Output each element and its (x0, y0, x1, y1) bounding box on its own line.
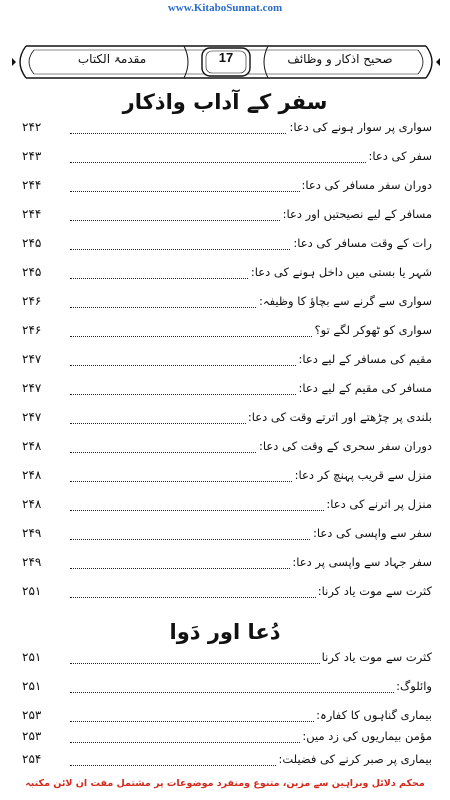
toc-entry-label: مسافر کے لیے نصیحتیں اور دعا: (282, 207, 432, 221)
dot-leader (70, 692, 432, 693)
toc-row (22, 468, 432, 488)
toc-row (22, 410, 432, 430)
toc-row (22, 679, 432, 699)
footer-tagline: محکم دلائل وبراہین سے مزین، متنوع ومنفرد موضوعات پر مشتمل مفت آن لائن مکتبہ (25, 778, 425, 789)
toc-entry-label: رات کے وقت مسافر کی دعا: (293, 236, 432, 250)
toc-entry-label: شہر یا بستی میں داخل ہونے کی دعا: (250, 265, 432, 279)
toc-page-number: ۲۴۸ (22, 468, 42, 482)
toc-entry-label: مقیم کی مسافر کے لیے دعا: (298, 352, 432, 366)
toc-entry-label: سفر کی دعا: (368, 149, 432, 163)
toc-row (22, 381, 432, 401)
toc-row (22, 294, 432, 314)
toc-entry-label: بیماری گناہوں کا کفارہ: (316, 708, 432, 722)
toc-row (22, 752, 432, 772)
toc-page-number: ۲۵۱ (22, 679, 42, 693)
toc-entry-label: منزل سے قریب پہنچ کر دعا: (294, 468, 432, 482)
toc-entry-label: بیماری پر صبر کرنے کی فضیلت: (278, 752, 432, 766)
toc-page-number: ۲۵۳ (22, 708, 42, 722)
toc-page-number: ۲۵۱ (22, 650, 42, 664)
toc-page-number: ۲۴۷ (22, 352, 42, 366)
toc-row (22, 323, 432, 343)
page-header (12, 42, 440, 82)
toc-row (22, 497, 432, 517)
header-chapter-title: مقدمۃ الکتاب (77, 52, 147, 66)
toc-entry-label: کثرت سے موت یاد کرنا: (317, 584, 432, 598)
section-title: دُعا اور دَوا (169, 620, 281, 644)
toc-page-number: ۲۴۵ (22, 236, 42, 250)
toc-row (22, 149, 432, 169)
toc-page-number: ۲۴۵ (22, 265, 42, 279)
toc-page-number: ۲۴۸ (22, 439, 42, 453)
toc-page-number: ۲۴۲ (22, 120, 42, 134)
toc-row (22, 236, 432, 256)
toc-entry-label: سواری سے گرنے سے بچاؤ کا وظیفہ: (258, 294, 432, 308)
toc-row (22, 555, 432, 575)
toc-row (22, 120, 432, 140)
toc-page-number: ۲۴۷ (22, 381, 42, 395)
toc-row (22, 207, 432, 227)
toc-entry-label: دوران سفر سحری کے وقت کی دعا: (259, 439, 432, 453)
toc-row (22, 265, 432, 285)
toc-page-number: ۲۴۹ (22, 555, 42, 569)
toc-page-number: ۲۴۷ (22, 410, 42, 424)
page-number: 17 (218, 50, 234, 65)
section-title: سفر کے آداب واذکار (122, 90, 328, 114)
toc-entry-label: سفر سے واپسی کی دعا: (312, 526, 432, 540)
toc-page-number: ۲۴۴ (22, 178, 42, 192)
toc-row (22, 584, 432, 604)
site-url[interactable]: www.KitaboSunnat.com (167, 2, 283, 14)
toc-entry-label: منزل پر اترنے کی دعا: (326, 497, 432, 511)
toc-entry-label: دوران سفر مسافر کی دعا: (301, 178, 432, 192)
toc-entry-label: مسافر کی مقیم کے لیے دعا: (298, 381, 432, 395)
toc-entry-label: سواری کو ٹھوکر لگے تو؟ (314, 323, 432, 337)
toc-page-number: ۲۵۴ (22, 752, 42, 766)
toc-page-number: ۲۴۳ (22, 149, 42, 163)
toc-row (22, 352, 432, 372)
header-book-title: صحیح اذکار و وظائف (287, 52, 393, 66)
toc-row (22, 178, 432, 198)
toc-entry-label: وائلوگ: (396, 679, 432, 693)
toc-row (22, 729, 432, 749)
toc-row (22, 526, 432, 546)
toc-row (22, 708, 432, 728)
toc-row (22, 439, 432, 459)
toc-page-number: ۲۴۶ (22, 323, 42, 337)
toc-page-number: ۲۵۳ (22, 729, 42, 743)
toc-page-number: ۲۴۶ (22, 294, 42, 308)
toc-page-number: ۲۵۱ (22, 584, 42, 598)
toc-entry-label: سفر جہاد سے واپسی پر دعا: (292, 555, 432, 569)
toc-page-number: ۲۴۴ (22, 207, 42, 221)
toc-row (22, 650, 432, 670)
toc-entry-label: مؤمن بیماریوں کی زد میں: (302, 729, 432, 743)
toc-entry-label: کثرت سے موت یاد کرنا (321, 650, 432, 664)
toc-entry-label: سواری پر سوار ہونے کی دعا: (289, 120, 432, 134)
toc-page-number: ۲۴۸ (22, 497, 42, 511)
toc-page-number: ۲۴۹ (22, 526, 42, 540)
toc-entry-label: بلندی پر چڑھتے اور اترتے وقت کی دعا: (247, 410, 432, 424)
